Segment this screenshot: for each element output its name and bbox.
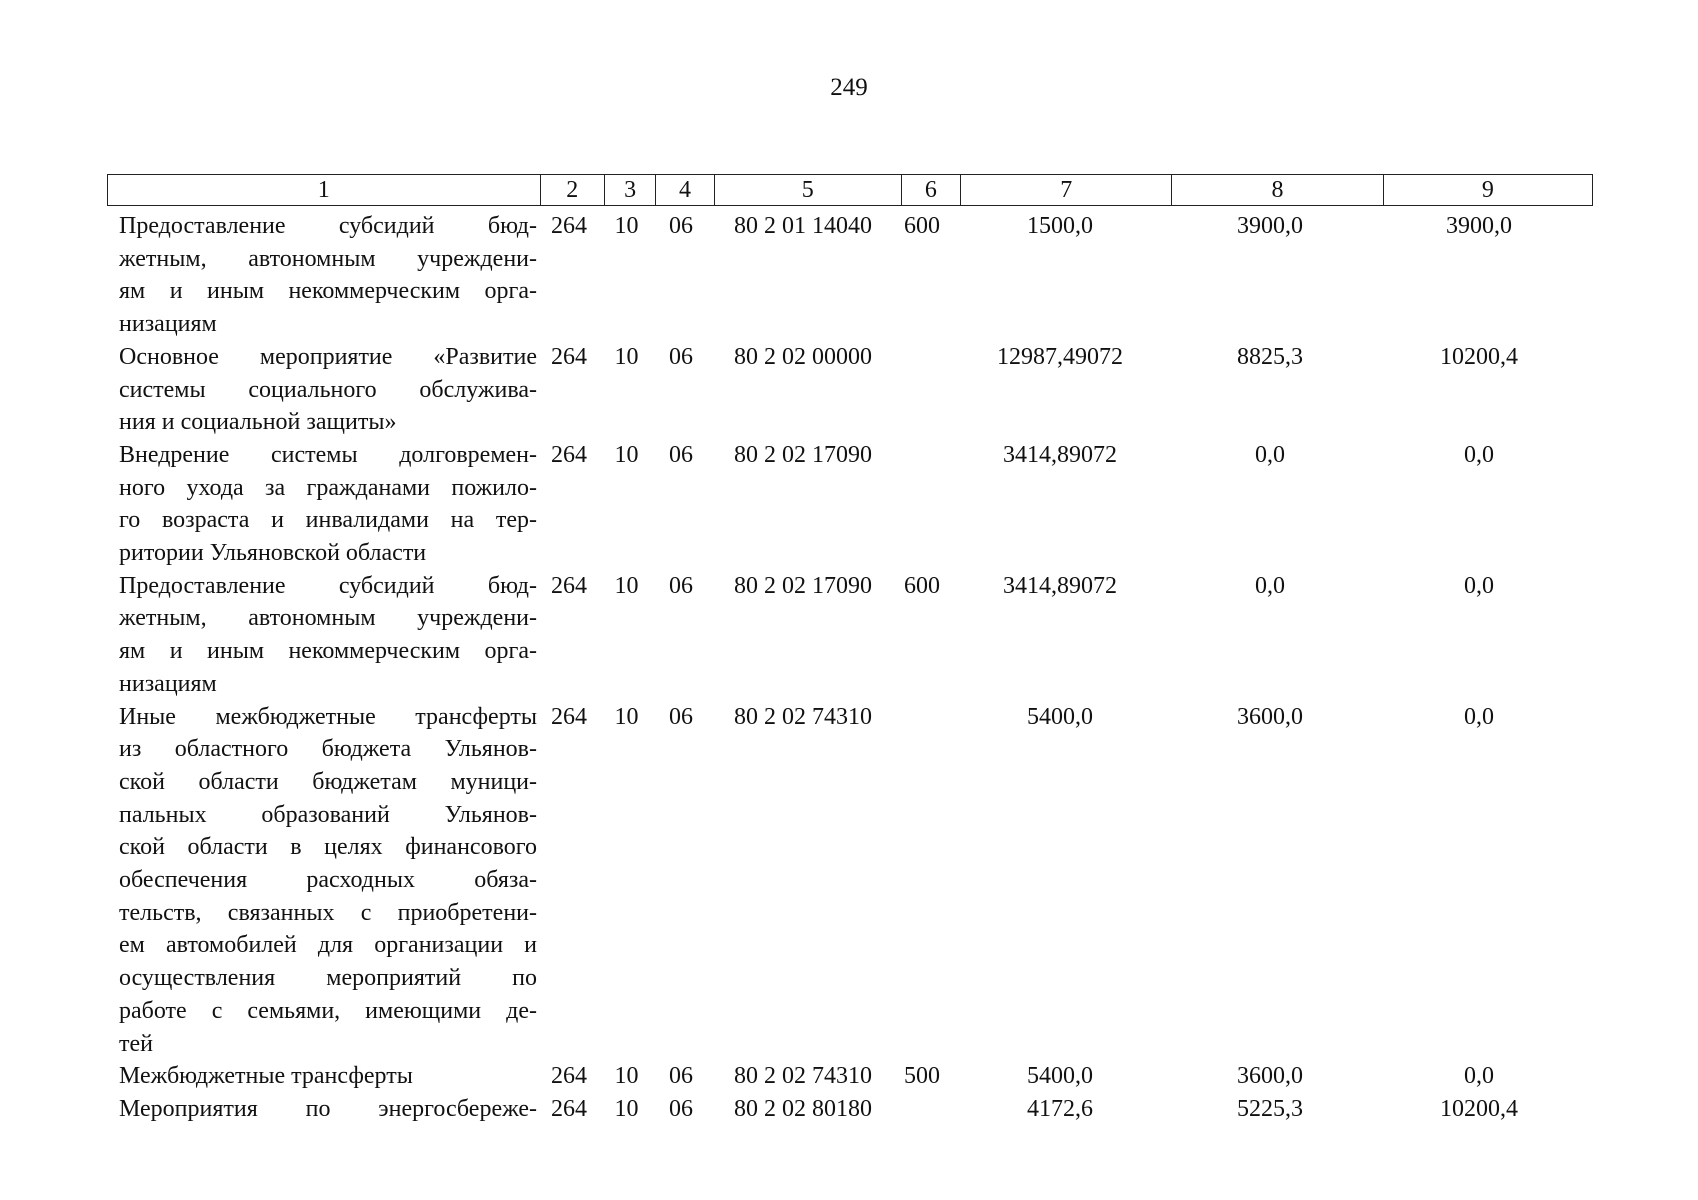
description-line: жетным, автономным учреждени- [119, 245, 537, 272]
row-section: 10 [614, 1095, 639, 1122]
description-line: осуществления мероприятий по [119, 965, 537, 992]
row-admin-code: 264 [551, 343, 587, 370]
description-line: Межбюджетные трансферты [119, 1063, 413, 1090]
row-description [107, 701, 537, 1061]
column-header-2: 2 [540, 175, 604, 206]
row-amount-col9: 0,0 [1464, 1063, 1494, 1090]
description-line: ям и иным некоммерческим орга- [119, 278, 537, 305]
row-amount-col7: 3414,89072 [1003, 441, 1117, 468]
row-subsection: 06 [669, 703, 693, 730]
column-header-3: 3 [604, 175, 655, 206]
description-line: го возраста и инвалидами на тер- [119, 507, 537, 534]
row-section: 10 [614, 703, 639, 730]
row-section: 10 [614, 213, 639, 239]
description-line: Иные межбюджетные трансферты [119, 703, 537, 730]
column-header-6: 6 [901, 175, 960, 206]
row-section: 10 [614, 1063, 639, 1090]
row-section: 10 [614, 343, 639, 370]
description-line: работе с семьями, имеющими де- [119, 997, 537, 1024]
table-row [107, 210, 1593, 341]
row-amount-col7: 1500,0 [1027, 213, 1093, 239]
row-amount-col8: 5225,3 [1237, 1095, 1303, 1122]
description-line: тей [119, 1030, 153, 1057]
column-header-table [107, 174, 1593, 206]
row-subsection: 06 [669, 343, 693, 370]
column-header-8: 8 [1172, 175, 1383, 206]
row-amount-col7: 12987,49072 [997, 343, 1123, 370]
row-amount-col9: 10200,4 [1440, 1095, 1518, 1122]
table-row [107, 439, 1593, 570]
table-row [107, 701, 1593, 1061]
table-row [107, 570, 1593, 701]
row-amount-col9: 3900,0 [1446, 213, 1512, 239]
row-amount-col8: 3600,0 [1237, 703, 1303, 730]
row-subsection: 06 [669, 572, 693, 599]
row-description [107, 570, 537, 701]
column-header-1: 1 [108, 175, 541, 206]
column-header-row [108, 175, 1593, 206]
description-line: системы социального обслужива- [119, 376, 537, 403]
row-target-article: 80 2 02 74310 [734, 703, 872, 730]
table-row [107, 1093, 1593, 1126]
description-line: Основное мероприятие «Развитие [119, 343, 537, 370]
description-line: жетным, автономным учреждени- [119, 605, 537, 632]
row-target-article: 80 2 02 80180 [734, 1095, 872, 1122]
table-row [107, 1060, 1593, 1093]
row-expense-type: 600 [904, 213, 940, 239]
table-body [107, 210, 1593, 1126]
row-admin-code: 264 [551, 572, 587, 599]
description-line: Предоставление субсидий бюд- [119, 213, 537, 239]
description-line: из областного бюджета Ульянов- [119, 736, 537, 763]
row-amount-col8: 8825,3 [1237, 343, 1303, 370]
row-expense-type: 600 [904, 572, 940, 599]
row-admin-code: 264 [551, 213, 587, 239]
row-description [107, 1093, 537, 1126]
row-amount-col9: 0,0 [1464, 572, 1494, 599]
page-number: 249 [830, 74, 868, 101]
row-admin-code: 264 [551, 441, 587, 468]
column-header-5: 5 [714, 175, 901, 206]
row-target-article: 80 2 02 00000 [734, 343, 872, 370]
row-subsection: 06 [669, 213, 693, 239]
row-amount-col8: 0,0 [1255, 572, 1285, 599]
description-line: ного ухода за гражданами пожило- [119, 474, 537, 501]
row-subsection: 06 [669, 441, 693, 468]
row-description [107, 1060, 537, 1093]
description-line: ской области в целях финансового [119, 834, 537, 861]
row-amount-col7: 3414,89072 [1003, 572, 1117, 599]
column-header-9: 9 [1383, 175, 1592, 206]
row-subsection: 06 [669, 1063, 693, 1090]
description-line: ем автомобилей для организации и [119, 932, 537, 959]
description-line: низациям [119, 670, 217, 697]
row-target-article: 80 2 02 17090 [734, 441, 872, 468]
row-description [107, 439, 537, 570]
row-amount-col7: 4172,6 [1027, 1095, 1093, 1122]
table-row [107, 341, 1593, 439]
row-target-article: 80 2 01 14040 [734, 213, 872, 239]
row-amount-col8: 0,0 [1255, 441, 1285, 468]
description-line: обеспечения расходных обяза- [119, 867, 537, 894]
row-admin-code: 264 [551, 1095, 587, 1122]
column-header-7: 7 [961, 175, 1172, 206]
description-line: ния и социальной защиты» [119, 409, 397, 436]
row-target-article: 80 2 02 74310 [734, 1063, 872, 1090]
row-admin-code: 264 [551, 703, 587, 730]
row-subsection: 06 [669, 1095, 693, 1122]
row-amount-col8: 3600,0 [1237, 1063, 1303, 1090]
row-section: 10 [614, 441, 639, 468]
description-line: низациям [119, 311, 217, 338]
row-description [107, 210, 537, 341]
description-line: Мероприятия по энергосбереже- [119, 1095, 537, 1122]
column-header-4: 4 [656, 175, 714, 206]
row-amount-col7: 5400,0 [1027, 703, 1093, 730]
description-line: Внедрение системы долговремен- [119, 441, 537, 468]
row-amount-col7: 5400,0 [1027, 1063, 1093, 1090]
row-amount-col9: 0,0 [1464, 703, 1494, 730]
row-target-article: 80 2 02 17090 [734, 572, 872, 599]
row-amount-col9: 10200,4 [1440, 343, 1518, 370]
description-line: ской области бюджетам муници- [119, 768, 537, 795]
row-amount-col9: 0,0 [1464, 441, 1494, 468]
description-line: ритории Ульяновской области [119, 540, 427, 567]
description-line: Предоставление субсидий бюд- [119, 572, 537, 599]
row-expense-type: 500 [904, 1063, 940, 1090]
description-line: тельств, связанных с приобретени- [119, 899, 537, 926]
row-section: 10 [614, 572, 639, 599]
description-line: ям и иным некоммерческим орга- [119, 638, 537, 665]
row-amount-col8: 3900,0 [1237, 213, 1303, 239]
row-admin-code: 264 [551, 1063, 587, 1090]
description-line: пальных образований Ульянов- [119, 801, 537, 828]
row-description [107, 341, 537, 439]
